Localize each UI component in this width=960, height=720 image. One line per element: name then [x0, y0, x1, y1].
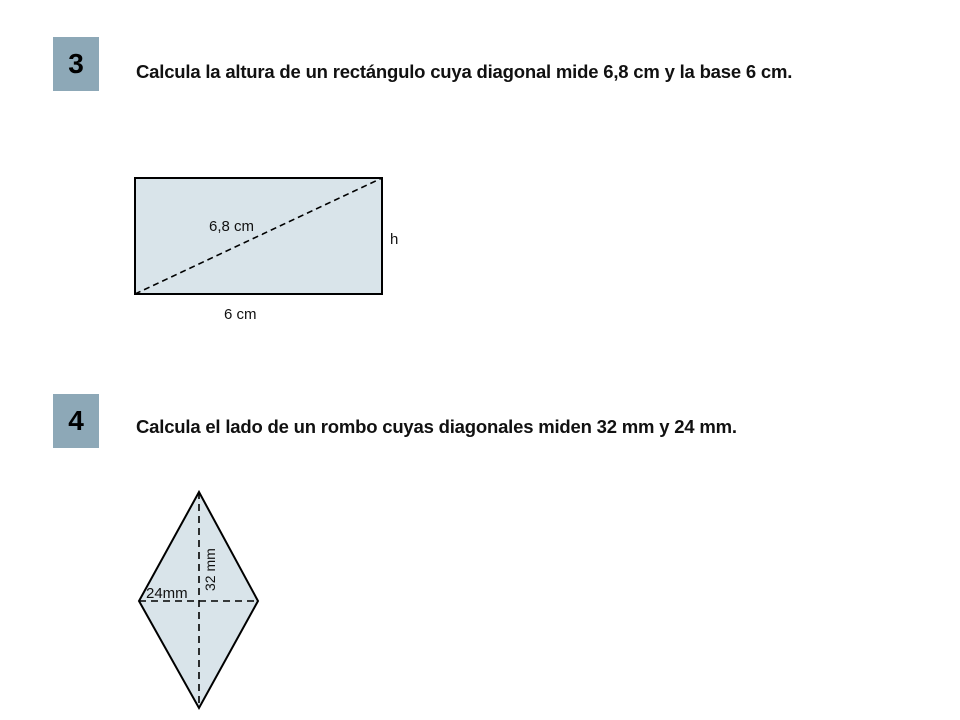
base-label: 6 cm [224, 306, 257, 323]
problem-4-statement: Calcula el lado de un rombo cuyas diagonales miden 32 mm y 24 mm. [136, 416, 737, 437]
diagonal-label: 6,8 cm [209, 218, 255, 235]
problem-4-number-badge: 4 [53, 394, 99, 448]
height-label: h [390, 231, 399, 248]
problem-3-number-badge: 3 [53, 37, 99, 91]
problem-3-statement: Calcula la altura de un rectángulo cuya diagonal mide 6,8 cm y la base 6 cm. [136, 61, 793, 82]
horizontal-diagonal-label: 24mm [146, 585, 188, 602]
vertical-diagonal-label: 32 mm [202, 548, 218, 591]
